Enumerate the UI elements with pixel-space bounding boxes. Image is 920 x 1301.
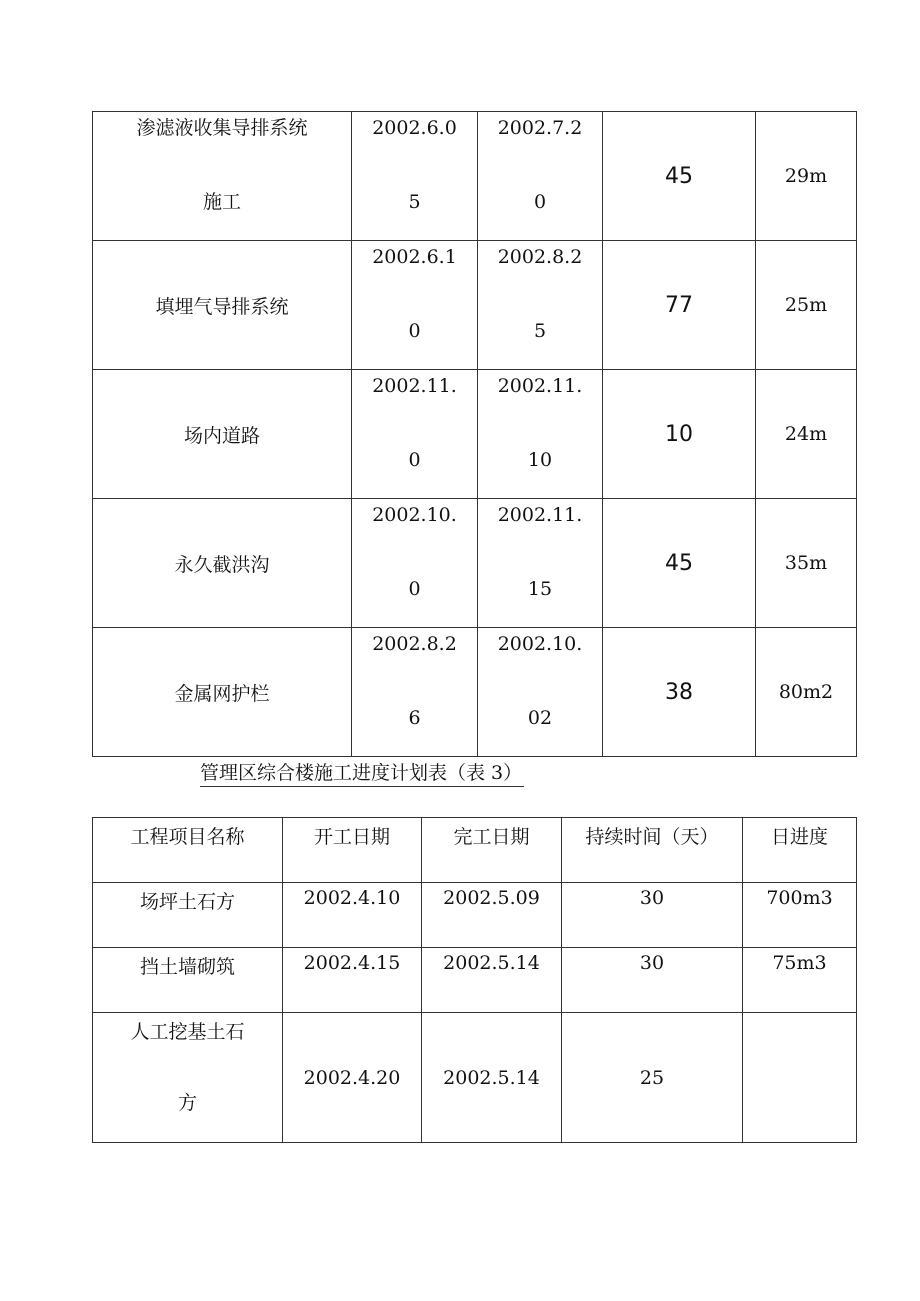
- project-name-cell: 场坪土石方: [93, 883, 283, 948]
- daily-progress-cell: 35m: [756, 499, 857, 628]
- project-name-cell: 填埋气导排系统: [93, 241, 352, 370]
- table-row: [93, 628, 857, 757]
- end-date-cell: 2002.10. 02: [478, 628, 603, 757]
- daily-progress-cell: 24m: [756, 370, 857, 499]
- duration-cell: 10: [603, 370, 756, 499]
- duration-cell: 25: [562, 1013, 743, 1143]
- header-start-date: 开工日期: [283, 818, 422, 883]
- start-date-cell: 2002.11. 0: [352, 370, 478, 499]
- daily-progress-cell: 29m: [756, 112, 857, 241]
- header-project-name: 工程项目名称: [93, 818, 283, 883]
- end-date-cell: 2002.5.09: [422, 883, 562, 948]
- start-date-cell: 2002.4.10: [283, 883, 422, 948]
- project-name-cell: 人工挖基土石 方: [93, 1013, 283, 1143]
- header-end-date: 完工日期: [422, 818, 562, 883]
- daily-progress-cell: 25m: [756, 241, 857, 370]
- start-date-cell: 2002.6.0 5: [352, 112, 478, 241]
- end-date-cell: 2002.7.2 0: [478, 112, 603, 241]
- table-row: [93, 241, 857, 370]
- end-date-cell: 2002.5.14: [422, 1013, 562, 1143]
- table-row: [93, 1013, 857, 1143]
- end-date-cell: 2002.11. 10: [478, 370, 603, 499]
- table-header-row: [93, 818, 857, 883]
- start-date-cell: 2002.4.20: [283, 1013, 422, 1143]
- end-date-cell: 2002.11. 15: [478, 499, 603, 628]
- daily-progress-cell: 700m3: [743, 883, 857, 948]
- table-row: [93, 499, 857, 628]
- duration-cell: 77: [603, 241, 756, 370]
- duration-cell: 30: [562, 883, 743, 948]
- start-date-cell: 2002.4.15: [283, 948, 422, 1013]
- header-duration: 持续时间（天）: [562, 818, 743, 883]
- daily-progress-cell: 80m2: [756, 628, 857, 757]
- table-row: [93, 112, 857, 241]
- project-name-cell: 场内道路: [93, 370, 352, 499]
- construction-schedule-table-1: [92, 111, 857, 757]
- start-date-cell: 2002.8.2 6: [352, 628, 478, 757]
- table-caption: 管理区综合楼施工进度计划表（表 3）: [200, 760, 524, 787]
- table-row: [93, 883, 857, 948]
- project-name-cell: 永久截洪沟: [93, 499, 352, 628]
- duration-cell: 45: [603, 112, 756, 241]
- header-daily-progress: 日进度: [743, 818, 857, 883]
- project-name-cell: 挡土墙砌筑: [93, 948, 283, 1013]
- duration-cell: 38: [603, 628, 756, 757]
- table-row: [93, 948, 857, 1013]
- end-date-cell: 2002.8.2 5: [478, 241, 603, 370]
- project-name-cell: 渗滤液收集导排系统 施工: [93, 112, 352, 241]
- daily-progress-cell: 75m3: [743, 948, 857, 1013]
- start-date-cell: 2002.10. 0: [352, 499, 478, 628]
- end-date-cell: 2002.5.14: [422, 948, 562, 1013]
- start-date-cell: 2002.6.1 0: [352, 241, 478, 370]
- table-row: [93, 370, 857, 499]
- duration-cell: 45: [603, 499, 756, 628]
- construction-schedule-table-3: [92, 817, 857, 1143]
- daily-progress-cell: [743, 1013, 857, 1143]
- duration-cell: 30: [562, 948, 743, 1013]
- project-name-cell: 金属网护栏: [93, 628, 352, 757]
